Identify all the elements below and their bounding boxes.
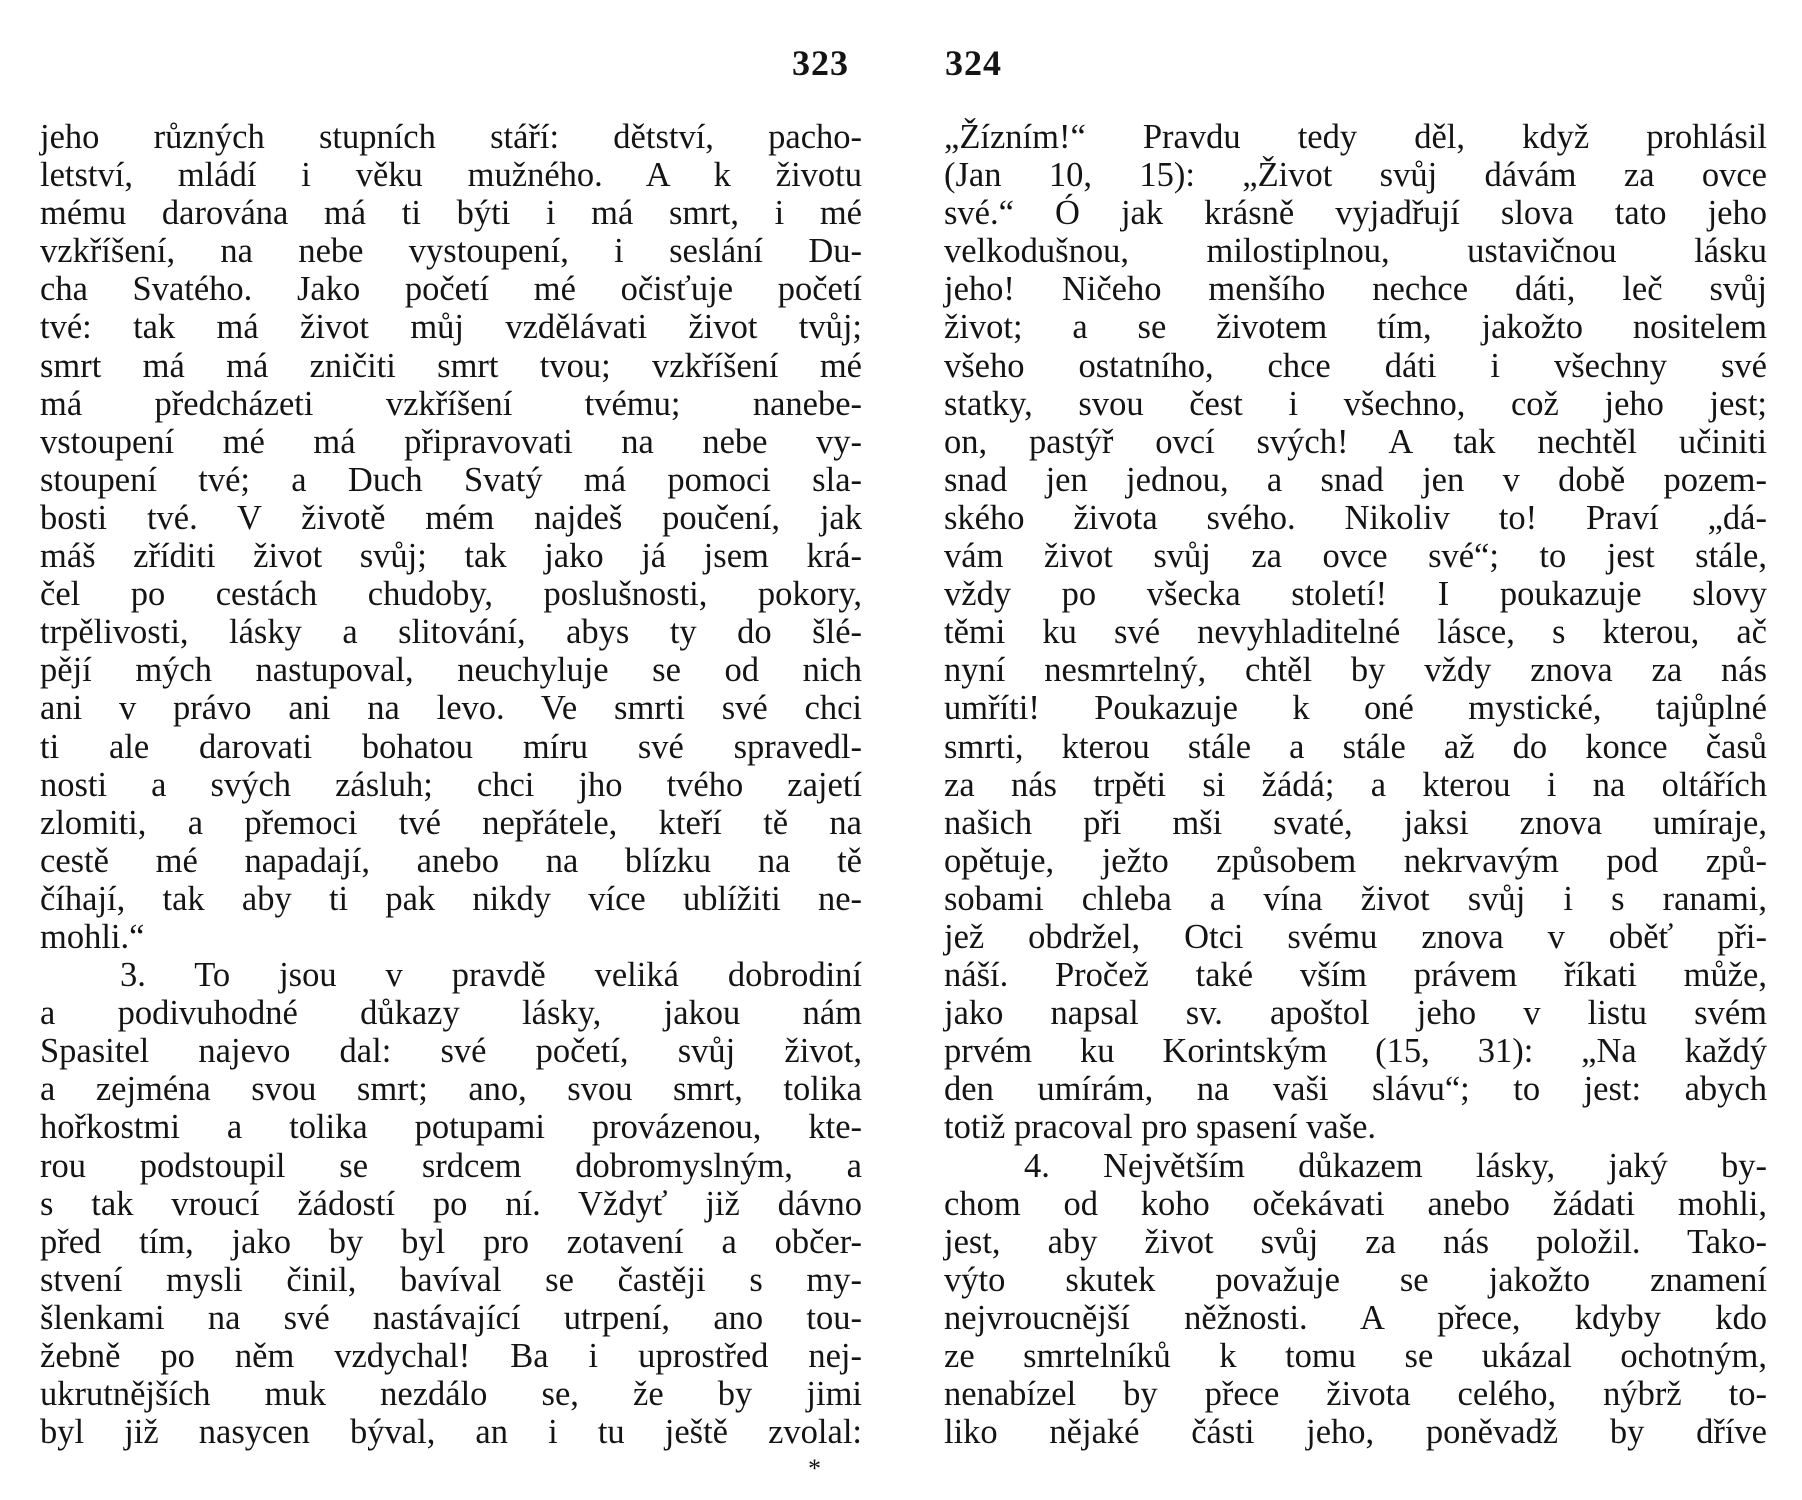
text-line: letství, mládí i věku mužného. A k životu [40,156,862,195]
text-line: byl již nasycen býval, an i tu ještě zvolal: [40,1413,862,1452]
text-line: našich při mši svaté, jaksi znova umíraje, [944,803,1767,842]
text-line: nosti a svých zásluh; chci jho tvého zajetí [40,765,862,804]
text-line: prvém ku Korintským (15, 31): „Na každý [944,1032,1767,1071]
text-line: statky, svou čest i všechno, což jeho jest; [944,384,1767,423]
text-line: cha Svatého. Jako početí mé očisťuje početí [40,270,862,309]
text-line: máš zříditi život svůj; tak jako já jsem krá- [40,537,862,576]
text-line: opětuje, ježto způsobem nekrvavým pod způ- [944,841,1767,880]
text-line: nejvroucnější něžnosti. A přece, kdyby kdo [944,1298,1767,1337]
text-line: stoupení tvé; a Duch Svatý má pomoci sla- [40,460,862,499]
text-line: a podivuhodné důkazy lásky, jakou nám [40,994,862,1033]
text-line: snad jen jednou, a snad jen v době pozem- [944,460,1767,499]
text-line: nenabízel by přece života celého, nýbrž to- [944,1375,1767,1414]
text-line: mohli.“ [40,917,145,956]
text-line: šlenkami na své nastávající utrpení, ano tou- [40,1298,862,1337]
text-line: cestě mé napadají, anebo na blízku na tě [40,841,862,880]
text-line: velkodušnou, milostiplnou, ustavičnou lásku [944,232,1767,271]
text-line: jako napsal sv. apoštol jeho v listu svém [944,994,1767,1033]
text-line: pějí mých nastupoval, neuchyluje se od nich [40,651,862,690]
left-text-column [40,118,862,1451]
text-line: zlomiti, a přemoci tvé nepřátele, kteří tě na [40,803,862,842]
text-line: nyní nesmrtelný, chtěl by vždy znova za nás [944,651,1767,690]
text-line: s tak vroucí žádostí po ní. Vždyť již dávno [40,1184,862,1223]
text-line: číhají, tak aby ti pak nikdy více ublížiti ne- [40,879,862,918]
text-line: umříti! Poukazuje k oné mystické, tajůplné [944,689,1767,728]
text-line: čel po cestách chudoby, poslušnosti, pokory, [40,575,862,614]
text-line: jest, aby život svůj za nás položil. Tako- [944,1222,1767,1261]
text-line: těmi ku své nevyhladitelné lásce, s kterou, ač [944,613,1767,652]
text-line: 3. To jsou v pravdě veliká dobrodiní [120,956,862,995]
right-text-column [944,118,1767,1451]
text-line: sobami chleba a vína život svůj i s ranami, [944,879,1767,918]
text-line: hořkostmi a tolika potupami provázenou, kte- [40,1108,862,1147]
text-line: smrt má má zničiti smrt tvou; vzkříšení mé [40,346,862,385]
text-line: 4. Největším důkazem lásky, jaký by- [1024,1146,1767,1185]
text-line: náší. Pročež také vším právem říkati může, [944,956,1767,995]
text-line: stvení mysli činil, bavíval se častěji s my- [40,1260,862,1299]
text-line: vzkříšení, na nebe vystoupení, i seslání Du- [40,232,862,271]
text-line: jež obdržel, Otci svému znova v oběť při- [944,917,1767,956]
text-line: mému darována má ti býti i má smrt, i mé [40,194,862,233]
text-line: má předcházeti vzkříšení tvému; nanebe- [40,384,862,423]
text-line: všeho ostatního, chce dáti i všechny své [944,346,1767,385]
text-line: liko nějaké části jeho, poněvadž by dříve [944,1413,1767,1452]
text-line: před tím, jako by byl pro zotavení a občer- [40,1222,862,1261]
text-line: život; a se životem tím, jakožto nositelem [944,308,1767,347]
text-line: on, pastýř ovcí svých! A tak nechtěl učiniti [944,422,1767,461]
text-line: za nás trpěti si žádá; a kterou i na oltářích [944,765,1767,804]
text-line: vstoupení mé má připravovati na nebe vy- [40,422,862,461]
text-line: (Jan 10, 15): „Život svůj dávám za ovce [944,156,1767,195]
text-line: ti ale darovati bohatou míru své spravedl- [40,727,862,766]
text-line: chom od koho očekávati anebo žádati mohli, [944,1184,1767,1223]
text-line: své.“ Ó jak krásně vyjadřují slova tato jeho [944,194,1767,233]
page-number-right: 324 [945,43,1002,83]
text-line: tvé: tak má život můj vzdělávati život tvůj; [40,308,862,347]
text-line: ského života svého. Nikoliv to! Praví „dá- [944,498,1767,537]
text-line: smrti, kterou stále a stále až do konce časů [944,727,1767,766]
text-line: rou podstoupil se srdcem dobromyslným, a [40,1146,862,1185]
text-line: jeho! Ničeho menšího nechce dáti, leč svůj [944,270,1767,309]
text-line: výto skutek považuje se jakožto znamení [944,1260,1767,1299]
signature-mark: * [808,1454,821,1483]
text-line: vám život svůj za ovce své“; to jest stále, [944,537,1767,576]
text-line: trpělivosti, lásky a slitování, abys ty do šlé- [40,613,862,652]
text-line: Spasitel najevo dal: své početí, svůj život, [40,1032,862,1071]
text-line: žebně po něm vzdychal! Ba i uprostřed nej- [40,1337,862,1375]
text-line: vždy po všecka století! I poukazuje slovy [944,575,1767,614]
text-line: bosti tvé. V životě mém najdeš poučení, jak [40,498,862,537]
text-line: ukrutnějších muk nezdálo se, že by jimi [40,1375,862,1414]
text-line: a zejména svou smrt; ano, svou smrt, tolika [40,1070,862,1109]
text-line: totiž pracoval pro spasení vaše. [944,1108,1377,1147]
text-line: „Žízním!“ Pravdu tedy děl, když prohlásil [944,118,1767,156]
text-line: jeho různých stupních stáří: dětství, pacho- [40,118,862,156]
text-line: den umírám, na vaši slávu“; to jest: abych [944,1070,1767,1109]
page-number-left: 323 [792,43,849,83]
text-line: ani v právo ani na levo. Ve smrti své chci [40,689,862,728]
text-line: ze smrtelníků k tomu se ukázal ochotným, [944,1337,1767,1375]
